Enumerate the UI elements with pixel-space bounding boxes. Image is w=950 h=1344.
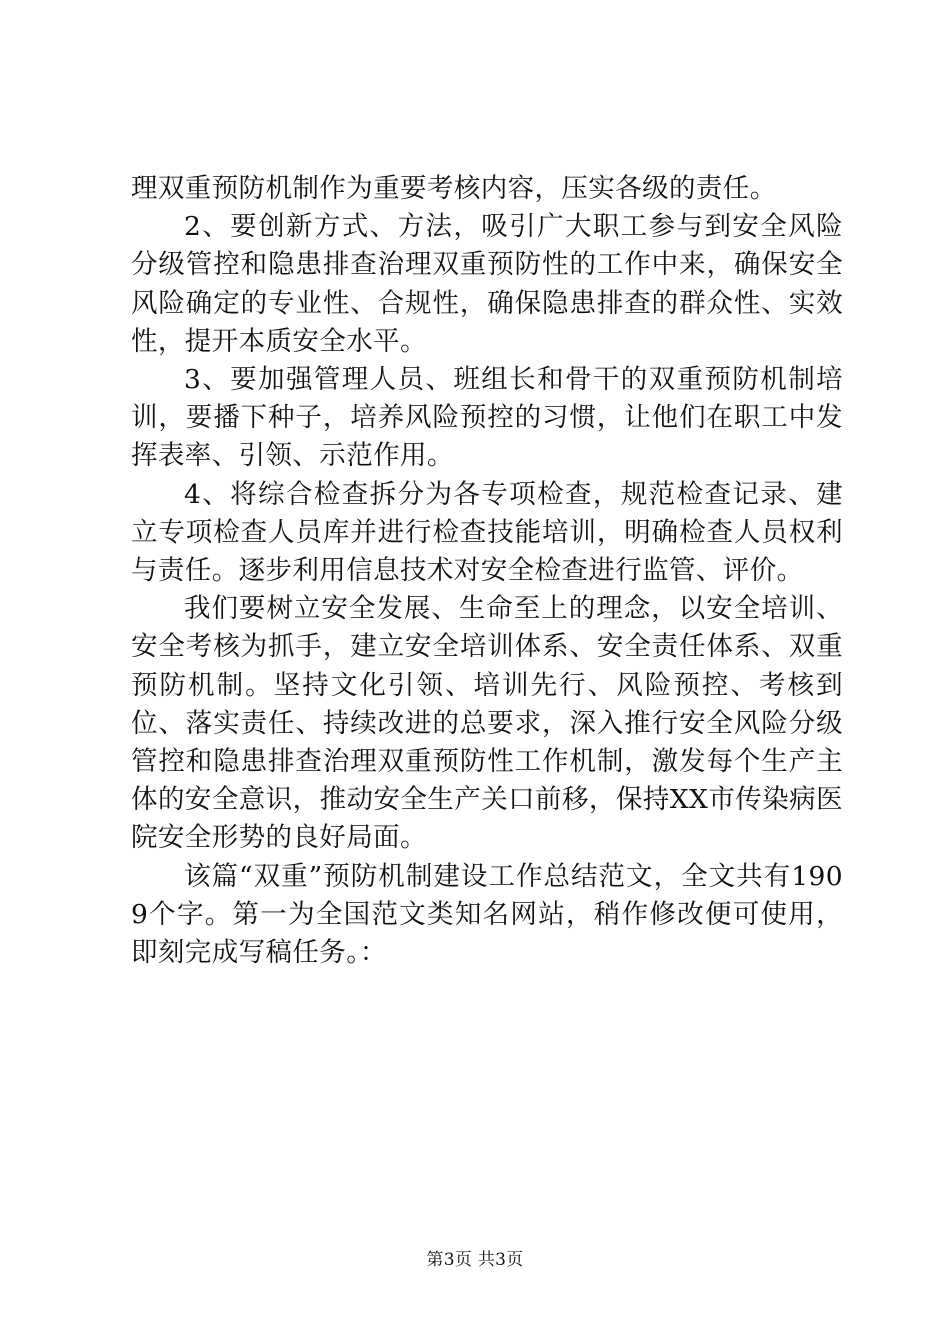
paragraph-continuation: 理双重预防机制作为重要考核内容，压实各级的责任。 [131, 173, 777, 204]
paragraph-conclusion: 我们要树立安全发展、生命至上的理念，以安全培训、安全考核为抓手，建立安全培训体系、安全责任体系、双重预防机制。坚持文化引领、培训先行、风险预控、考核到位、落实责任、持续改进的总要求，深入推行安全风险分级管控和隐患排查治理双重预防性工作机制，激发每个生产主体的安全意识，推动安全生产关口前移，保持XX市传染病医院安全形势的良好局面。 [131, 593, 843, 854]
paragraph-item-2: 2、要创新方式、方法，吸引广大职工参与到安全风险分级管控和隐患排查治理双重预防性的工作中来，确保安全风险确定的专业性、合规性，确保隐患排查的群众性、实效性，提开本质安全水平。 [131, 211, 843, 357]
paragraph-note: 该篇“双重”预防机制建设工作总结范文，全文共有1909个字。第一为全国范文类知名网站，稍作修改便可使用，即刻完成写稿任务。： [131, 860, 843, 969]
paragraph-item-4: 4、将综合检查拆分为各专项检查，规范检查记录、建立专项检查人员库并进行检查技能培训，明确检查人员权利与责任。逐步利用信息技术对安全检查进行监管、评价。 [131, 478, 843, 587]
page-number-footer: 第3页 共3页 [426, 1250, 524, 1270]
paragraph-item-3: 3、要加强管理人员、班组长和骨干的双重预防机制培训，要播下种子，培养风险预控的习惯，让他们在职工中发挥表率、引领、示范作用。 [131, 364, 843, 472]
document-body [131, 170, 843, 972]
